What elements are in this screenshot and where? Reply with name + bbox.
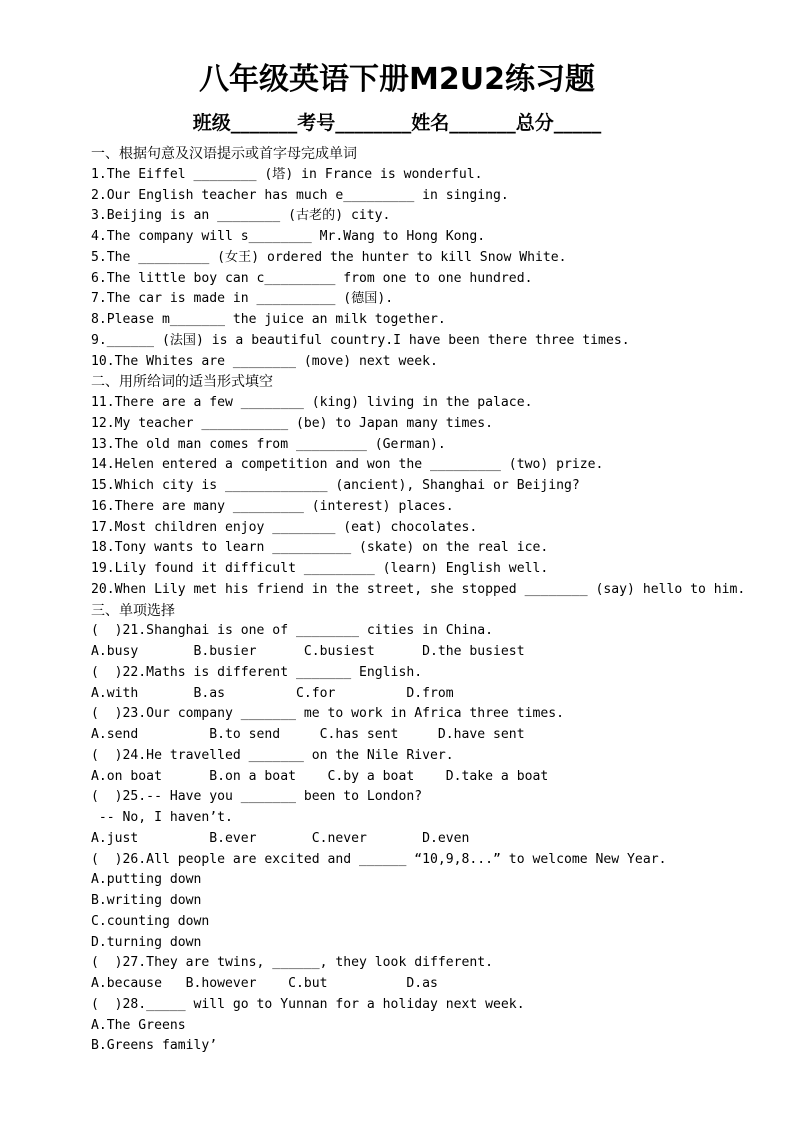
question-line: ( )27.They are twins, ______, they look different.	[91, 955, 494, 971]
question-line: 16.There are many _________ (interest) places.	[91, 498, 454, 514]
student-info-line: 班级_______考号________姓名_______总分_____	[192, 112, 602, 134]
question-line: -- No, I haven’t.	[91, 810, 233, 825]
answer-options: A.on boat B.on a boat C.by a boat D.take a boat	[91, 768, 549, 784]
question-line: ( )24.He travelled _______ on the Nile River.	[91, 747, 454, 763]
question-line: ( )25.-- Have you _______ been to London?	[91, 789, 423, 805]
question-line: ( )22.Maths is different _______ English.	[91, 664, 423, 680]
question-line: 9.______ (法国) is a beautiful country.I have been there three times.	[91, 332, 630, 348]
question-line: ( )28._____ will go to Yunnan for a holiday next week.	[91, 996, 525, 1012]
section-heading: 二、用所给词的适当形式填空	[91, 374, 273, 391]
answer-options: C.counting down	[91, 913, 210, 929]
question-line: 15.Which city is _____________ (ancient), Shanghai or Beijing?	[91, 478, 580, 493]
question-line: ( )26.All people are excited and ______ “10,9,8...” to welcome New Year.	[91, 851, 667, 867]
question-line: 13.The old man comes from _________ (German).	[91, 436, 446, 452]
question-line: 6.The little boy can c_________ from one to one hundred.	[91, 270, 533, 286]
question-line: 14.Helen entered a competition and won the _________ (two) prize.	[91, 457, 604, 473]
section-heading: 一、根据句意及汉语提示或首字母完成单词	[91, 146, 357, 162]
answer-options: B.writing down	[91, 893, 202, 908]
question-line: 10.The Whites are ________ (move) next week.	[91, 353, 438, 369]
question-line: ( )21.Shanghai is one of ________ cities in China.	[91, 623, 494, 639]
page-title: 八年级英语下册M2U2练习题	[199, 62, 595, 97]
question-line: 4.The company will s________ Mr.Wang to Hong Kong.	[91, 229, 486, 244]
question-line: 17.Most children enjoy ________ (eat) chocolates.	[91, 519, 478, 535]
question-line: 7.The car is made in __________ (德国).	[91, 291, 394, 307]
section-heading: 三、单项选择	[91, 602, 175, 619]
answer-options: D.turning down	[91, 934, 202, 950]
question-line: 8.Please m_______ the juice an milk together.	[91, 312, 446, 327]
question-line: 2.Our English teacher has much e_________ in singing.	[91, 187, 509, 203]
question-line: 12.My teacher ___________ (be) to Japan many times.	[91, 415, 494, 431]
question-line: 11.There are a few ________ (king) living in the palace.	[91, 395, 533, 410]
answer-options: A.The Greens	[91, 1017, 186, 1033]
question-line: ( )23.Our company _______ me to work in Africa three times.	[91, 706, 564, 722]
answer-options: A.busy B.busier C.busiest D.the busiest	[91, 644, 525, 659]
question-line: 20.When Lily met his friend in the street, she stopped ________ (say) hello to him.	[91, 581, 746, 597]
question-line: 3.Beijing is an ________ (古老的) city.	[91, 208, 391, 224]
answer-options: A.with B.as C.for D.from	[91, 685, 454, 701]
answer-options: A.because B.however C.but D.as	[91, 976, 438, 991]
exercise-list	[91, 144, 781, 1057]
answer-options: A.just B.ever C.never D.even	[91, 830, 470, 846]
answer-options: A.putting down	[91, 872, 202, 888]
question-line: 5.The _________ (女王) ordered the hunter to kill Snow White.	[91, 249, 567, 265]
answer-options: A.send B.to send C.has sent D.have sent	[91, 727, 525, 742]
question-line: 19.Lily found it difficult _________ (learn) English well.	[91, 561, 549, 576]
question-line: 1.The Eiffel ________ (塔) in France is wonderful.	[91, 166, 483, 182]
answer-options: B.Greens family’	[91, 1038, 218, 1054]
question-line: 18.Tony wants to learn __________ (skate) on the real ice.	[91, 540, 549, 556]
